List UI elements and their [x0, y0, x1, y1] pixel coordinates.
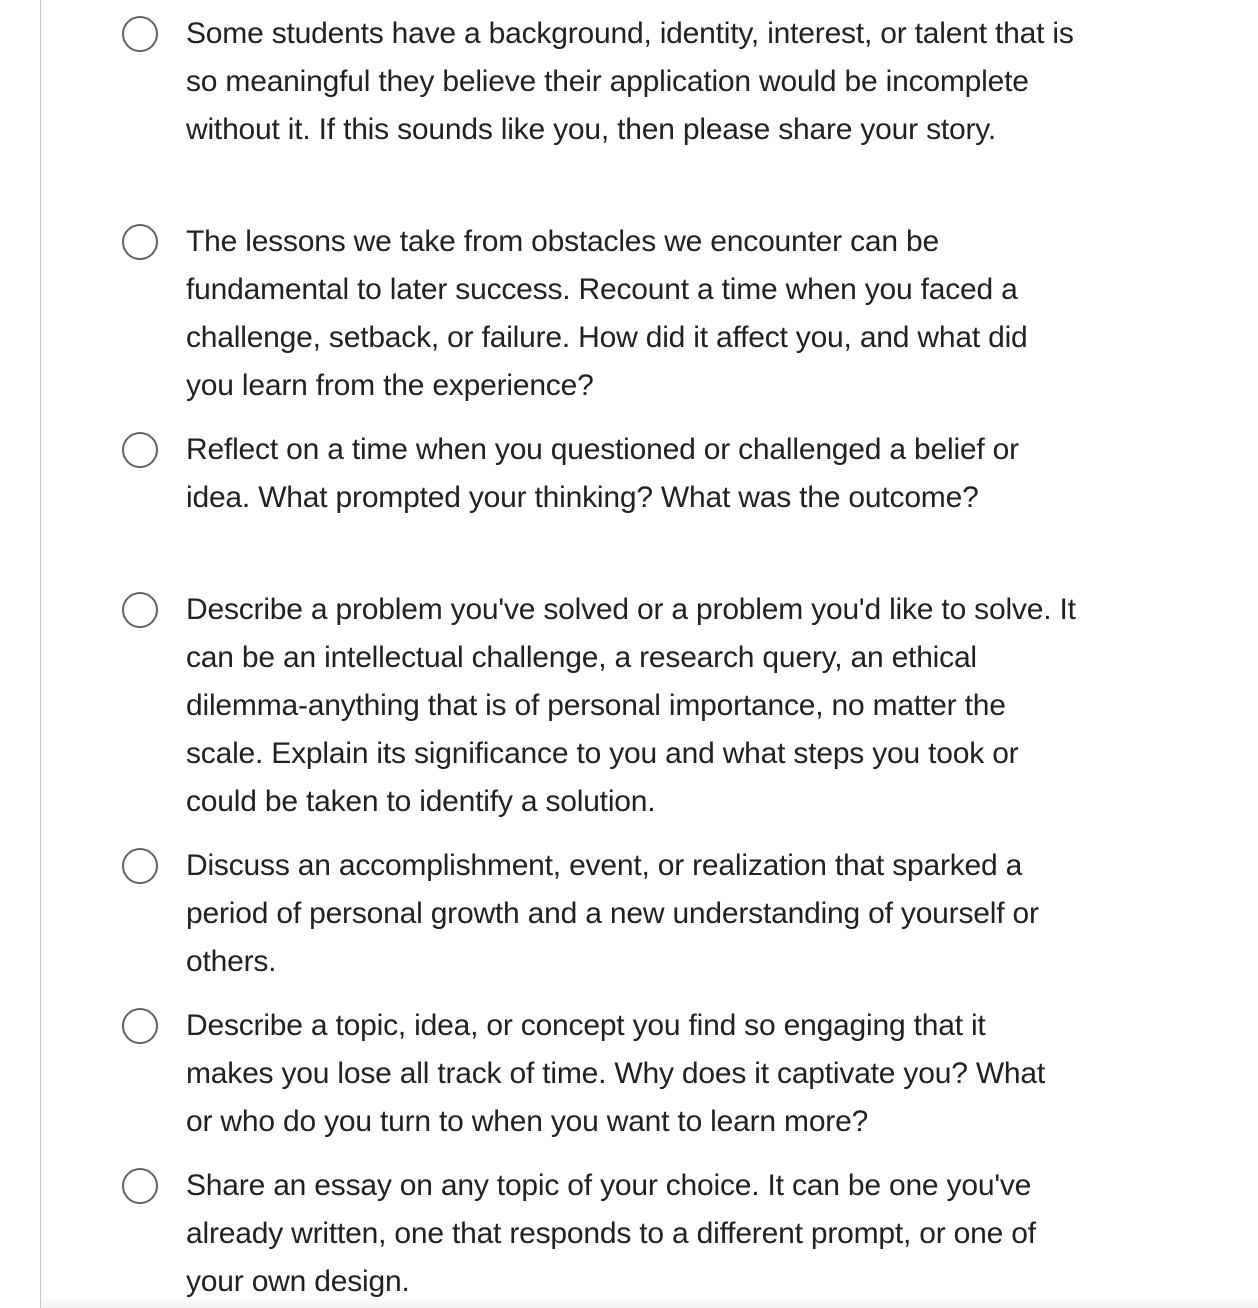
prompt-option-2[interactable] — [122, 210, 1082, 410]
radio-button-7[interactable] — [122, 1168, 158, 1204]
prompt-option-7[interactable] — [122, 1154, 1082, 1306]
prompt-option-label-2: The lessons we take from obstacles we encounter can be fundamental to later success. Recount a time when you faced a challenge, setback, or failure. How did it affect you, and what did you learn from the experience? — [186, 225, 1028, 402]
panel-left-border — [40, 0, 41, 1308]
prompt-option-6[interactable] — [122, 994, 1082, 1146]
prompt-option-1[interactable] — [122, 2, 1082, 202]
radio-button-5[interactable] — [122, 848, 158, 884]
prompt-option-label-7: Share an essay on any topic of your choice. It can be one you've already written, one that responds to a different prompt, or one of your own design. — [186, 1169, 1036, 1298]
prompt-option-label-4: Describe a problem you've solved or a problem you'd like to solve. It can be an intellectual challenge, a research query, an ethical dilemma-anything that is of personal importance, no matter the scale. Explain its significance to you and what steps you took or could be taken to identify a solution. — [186, 593, 1076, 818]
prompt-option-3[interactable] — [122, 418, 1082, 570]
radio-button-6[interactable] — [122, 1008, 158, 1044]
prompt-option-label-6: Describe a topic, idea, or concept you find so engaging that it makes you lose all track of time. Why does it captivate you? What or who do you turn to when you want to learn more? — [186, 1009, 1046, 1138]
prompt-option-label-5: Discuss an accomplishment, event, or realization that sparked a period of personal growth and a new understanding of yourself or others. — [186, 849, 1039, 978]
radio-button-1[interactable] — [122, 16, 158, 52]
radio-button-3[interactable] — [122, 432, 158, 468]
radio-button-2[interactable] — [122, 224, 158, 260]
radio-button-4[interactable] — [122, 592, 158, 628]
prompt-option-label-1: Some students have a background, identity, interest, or talent that is so meaningful they believe their application would be incomplete without it. If this sounds like you, then please share your story. — [186, 17, 1074, 146]
prompt-option-4[interactable] — [122, 578, 1082, 826]
prompt-option-5[interactable] — [122, 834, 1082, 986]
bottom-edge-shadow — [41, 1298, 1258, 1308]
prompt-option-label-3: Reflect on a time when you questioned or challenged a belief or idea. What prompted your thinking? What was the outcome? — [186, 433, 1019, 514]
